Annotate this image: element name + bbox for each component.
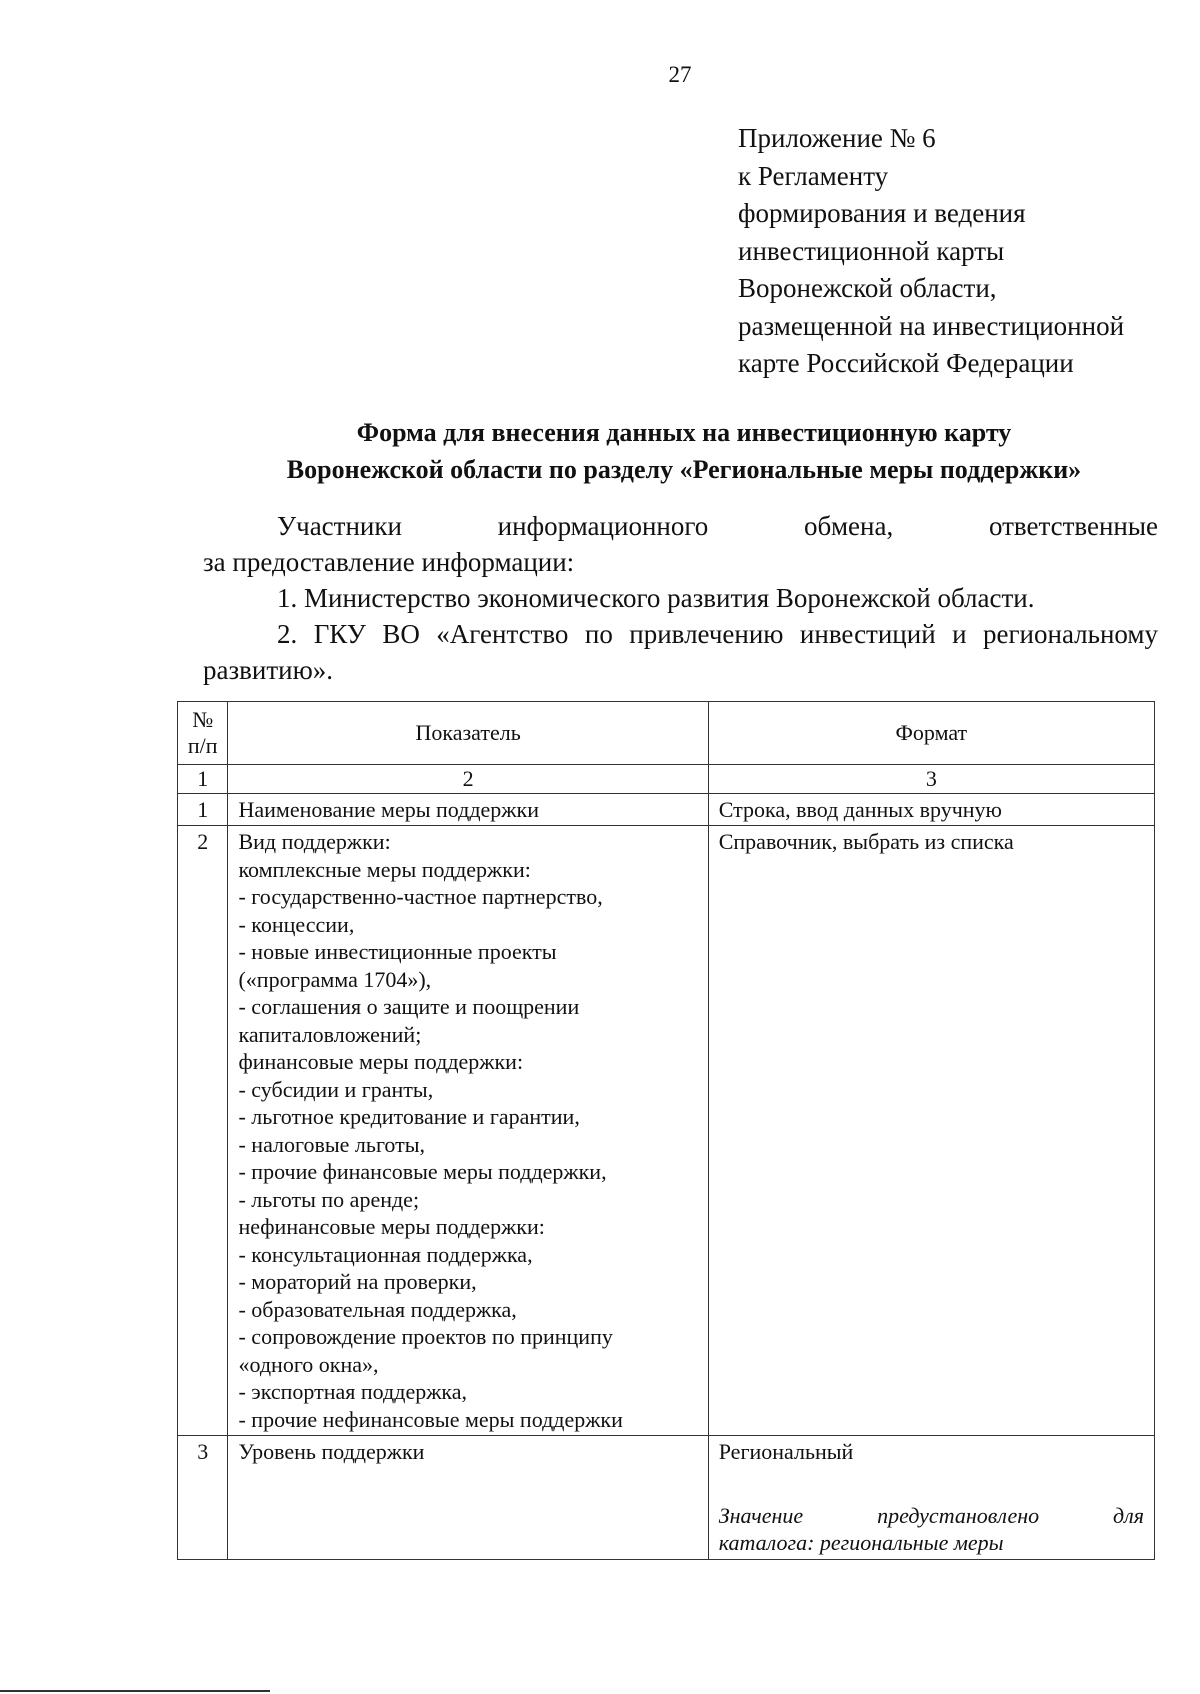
indicator-line: - субсидии и гранты, (238, 1076, 434, 1102)
intro-word: Участники (277, 511, 402, 541)
table-index-row (178, 765, 1155, 794)
indicator-line: - государственно-частное партнерство, (238, 884, 603, 909)
indicator-line: («программа 1704»), (238, 966, 432, 992)
indicator-line: нефинансовые меры поддержки: (238, 1214, 545, 1239)
document-title (200, 414, 1168, 488)
indicator-line: - льготы по аренде; (238, 1186, 420, 1212)
row-indicator: Наименование меры поддержки (228, 793, 708, 826)
indicator-line: - новые инвестиционные проекты (238, 939, 557, 964)
note-line-1 (719, 1502, 1144, 1530)
table-row (178, 793, 1155, 826)
note-word: предустановлено (877, 1502, 1040, 1528)
format-value: Региональный (718, 1439, 854, 1464)
participants-section (203, 508, 1158, 688)
appendix-line: формирования и ведения (738, 198, 1026, 228)
note-word: Значение (718, 1502, 804, 1528)
indicator-line: - сопровождение проектов по принципу (238, 1324, 613, 1349)
data-form-table (177, 701, 1155, 1560)
indicator-line: финансовые меры поддержки: (238, 1049, 524, 1074)
appendix-line: Приложение № 6 (738, 123, 936, 153)
title-line: Воронежской области по разделу «Региональные меры поддержки» (286, 455, 1082, 484)
table-row (178, 826, 1155, 1436)
intro-word: обмена, (803, 511, 894, 541)
note-line-2: каталога: региональные меры (718, 1530, 1004, 1555)
participant-item-2-line1: 2. ГКУ ВО «Агентство по привлечению инвестиций и региональному (277, 619, 1158, 649)
bottom-rule (0, 1690, 270, 1692)
note-word: для (1113, 1502, 1144, 1528)
header-number (178, 702, 228, 765)
indicator-line: - концессии, (238, 911, 355, 937)
appendix-line: Воронежской области, (738, 273, 997, 303)
indicator-line: «одного окна», (238, 1351, 379, 1377)
format-note (719, 1502, 1144, 1557)
row-format (708, 1436, 1154, 1560)
row-number: 1 (178, 793, 228, 826)
indicator-line: - мораторий на проверки, (238, 1269, 477, 1294)
intro-word: информационного (497, 511, 709, 541)
participants-intro-rest: за предоставление информации: (203, 547, 575, 577)
row-indicator: Уровень поддержки (228, 1436, 708, 1560)
indicator-line: - консультационная поддержка, (238, 1241, 533, 1267)
appendix-line: размещенной на инвестиционной (738, 310, 1125, 341)
indicator-line: - экспортная поддержка, (238, 1379, 468, 1404)
index-cell: 1 (178, 765, 228, 794)
indicator-line: - прочие нефинансовые меры поддержки (238, 1406, 623, 1432)
indicator-line: - прочие финансовые меры поддержки, (238, 1159, 607, 1184)
participant-item-1: 1. Министерство экономического развития Воронежской области. (277, 583, 1035, 613)
title-line: Форма для внесения данных на инвестиционную карту (356, 418, 1012, 447)
row-number: 3 (178, 1436, 228, 1560)
row-number: 2 (178, 826, 228, 1436)
table-row (178, 1436, 1155, 1560)
appendix-header (738, 120, 1124, 383)
appendix-line: инвестиционной карты (738, 235, 1005, 266)
table-header-row (178, 702, 1155, 765)
indicator-line: - налоговые льготы, (238, 1131, 426, 1157)
intro-word: ответственные (988, 511, 1158, 541)
indicator-line: капиталовложений; (238, 1021, 422, 1047)
appendix-line: к Регламенту (738, 160, 889, 191)
index-cell: 2 (228, 765, 708, 794)
page-number: 27 (668, 62, 692, 87)
header-format: Формат (708, 702, 1154, 765)
indicator-line: - льготное кредитование и гарантии, (238, 1104, 580, 1129)
indicator-line: Вид поддержки: (238, 829, 391, 854)
row-format: Справочник, выбрать из списка (708, 826, 1154, 1436)
index-cell: 3 (708, 765, 1154, 794)
participants-intro (203, 508, 1158, 544)
indicator-line: комплексные меры поддержки: (238, 856, 531, 882)
header-number-label: № п/п (187, 707, 218, 758)
indicator-line: - образовательная поддержка, (238, 1296, 517, 1322)
participant-item-2-line2: развитию». (203, 655, 334, 685)
row-format: Строка, ввод данных вручную (708, 793, 1154, 826)
row-indicator (228, 826, 708, 1436)
appendix-line: карте Российской Федерации (738, 348, 1074, 378)
header-indicator: Показатель (228, 702, 708, 765)
indicator-line: - соглашения о защите и поощрении (238, 994, 580, 1019)
